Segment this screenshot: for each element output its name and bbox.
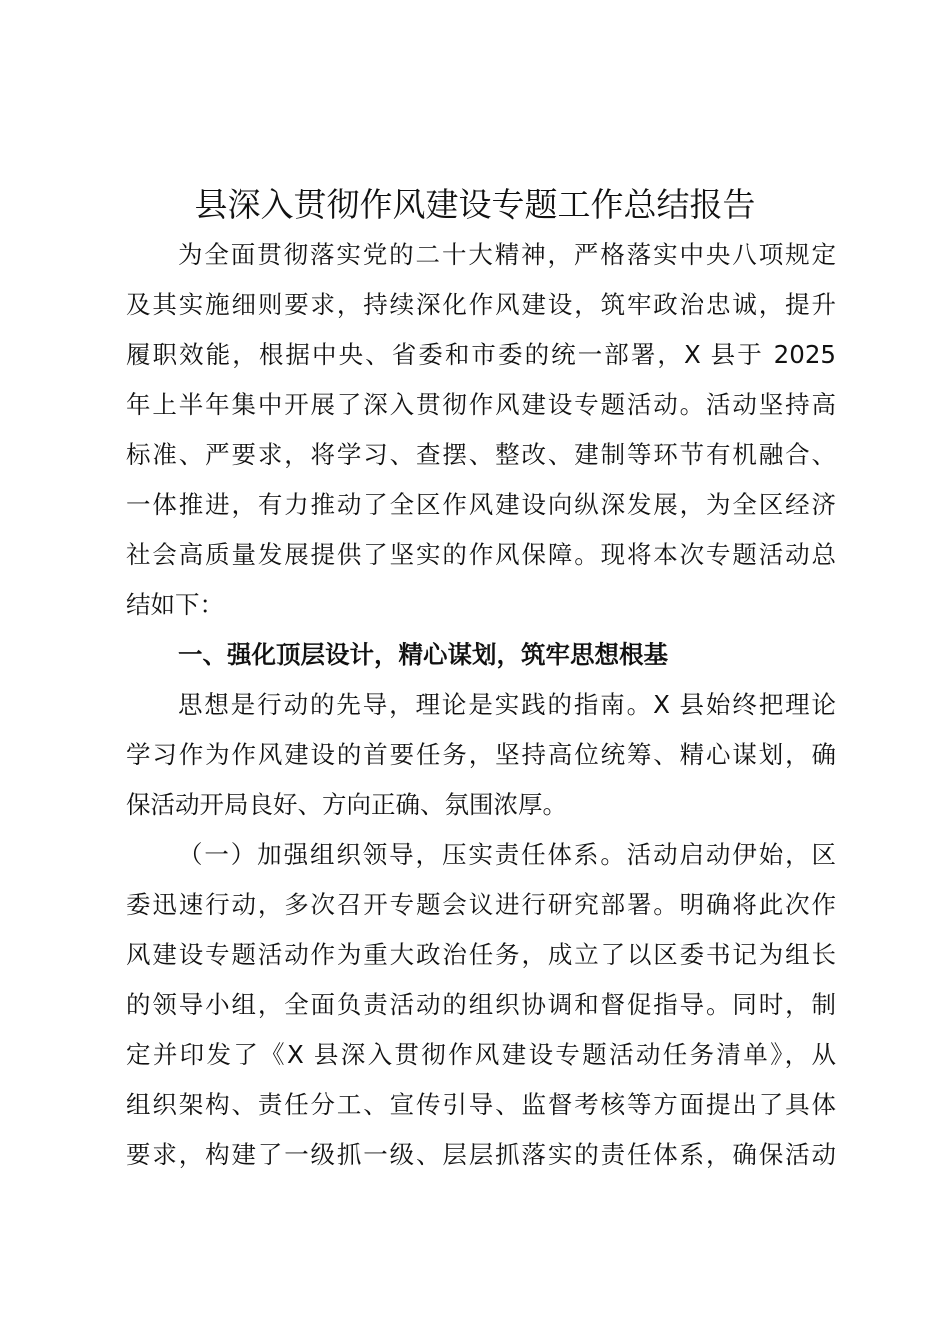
paragraph-line: 学习作为作风建设的首要任务，坚持高位统筹、精心谋划，确 — [126, 740, 836, 769]
paragraph-line: 及其实施细则要求，持续深化作风建设，筑牢政治忠诚，提升 — [126, 290, 836, 319]
paragraph-line: 思想是行动的先导，理论是实践的指南。X 县始终把理论 — [178, 690, 836, 719]
paragraph-line: 为全面贯彻落实党的二十大精神，严格落实中央八项规定 — [178, 240, 836, 269]
paragraph-line: 组织架构、责任分工、宣传引导、监督考核等方面提出了具体 — [126, 1090, 836, 1119]
paragraph-line: 保活动开局良好、方向正确、氛围浓厚。 — [126, 790, 567, 819]
paragraph-line: （一）加强组织领导，压实责任体系。活动启动伊始，区 — [178, 840, 836, 869]
paragraph-line: 年上半年集中开展了深入贯彻作风建设专题活动。活动坚持高 — [126, 390, 836, 419]
paragraph-line: 一体推进，有力推动了全区作风建设向纵深发展，为全区经济 — [126, 490, 836, 519]
paragraph-line: 履职效能，根据中央、省委和市委的统一部署，X 县于 2025 — [126, 340, 836, 369]
paragraph-line: 结如下： — [126, 590, 224, 619]
paragraph-line: 委迅速行动，多次召开专题会议进行研究部署。明确将此次作 — [126, 890, 836, 919]
paragraph-line: 要求，构建了一级抓一级、层层抓落实的责任体系，确保活动 — [126, 1140, 836, 1169]
paragraph-line: 定并印发了《X 县深入贯彻作风建设专题活动任务清单》，从 — [126, 1040, 836, 1069]
paragraph-line: 的领导小组，全面负责活动的组织协调和督促指导。同时，制 — [126, 990, 836, 1019]
document-title: 县深入贯彻作风建设专题工作总结报告 — [194, 185, 756, 224]
paragraph-line: 标准、严要求，将学习、查摆、整改、建制等环节有机融合、 — [126, 440, 836, 469]
document-body — [126, 230, 836, 1180]
paragraph-line: 社会高质量发展提供了坚实的作风保障。现将本次专题活动总 — [126, 540, 836, 569]
paragraph-line: 风建设专题活动作为重大政治任务，成立了以区委书记为组长 — [126, 940, 836, 969]
section-heading: 一、强化顶层设计，精心谋划，筑牢思想根基 — [178, 640, 668, 669]
